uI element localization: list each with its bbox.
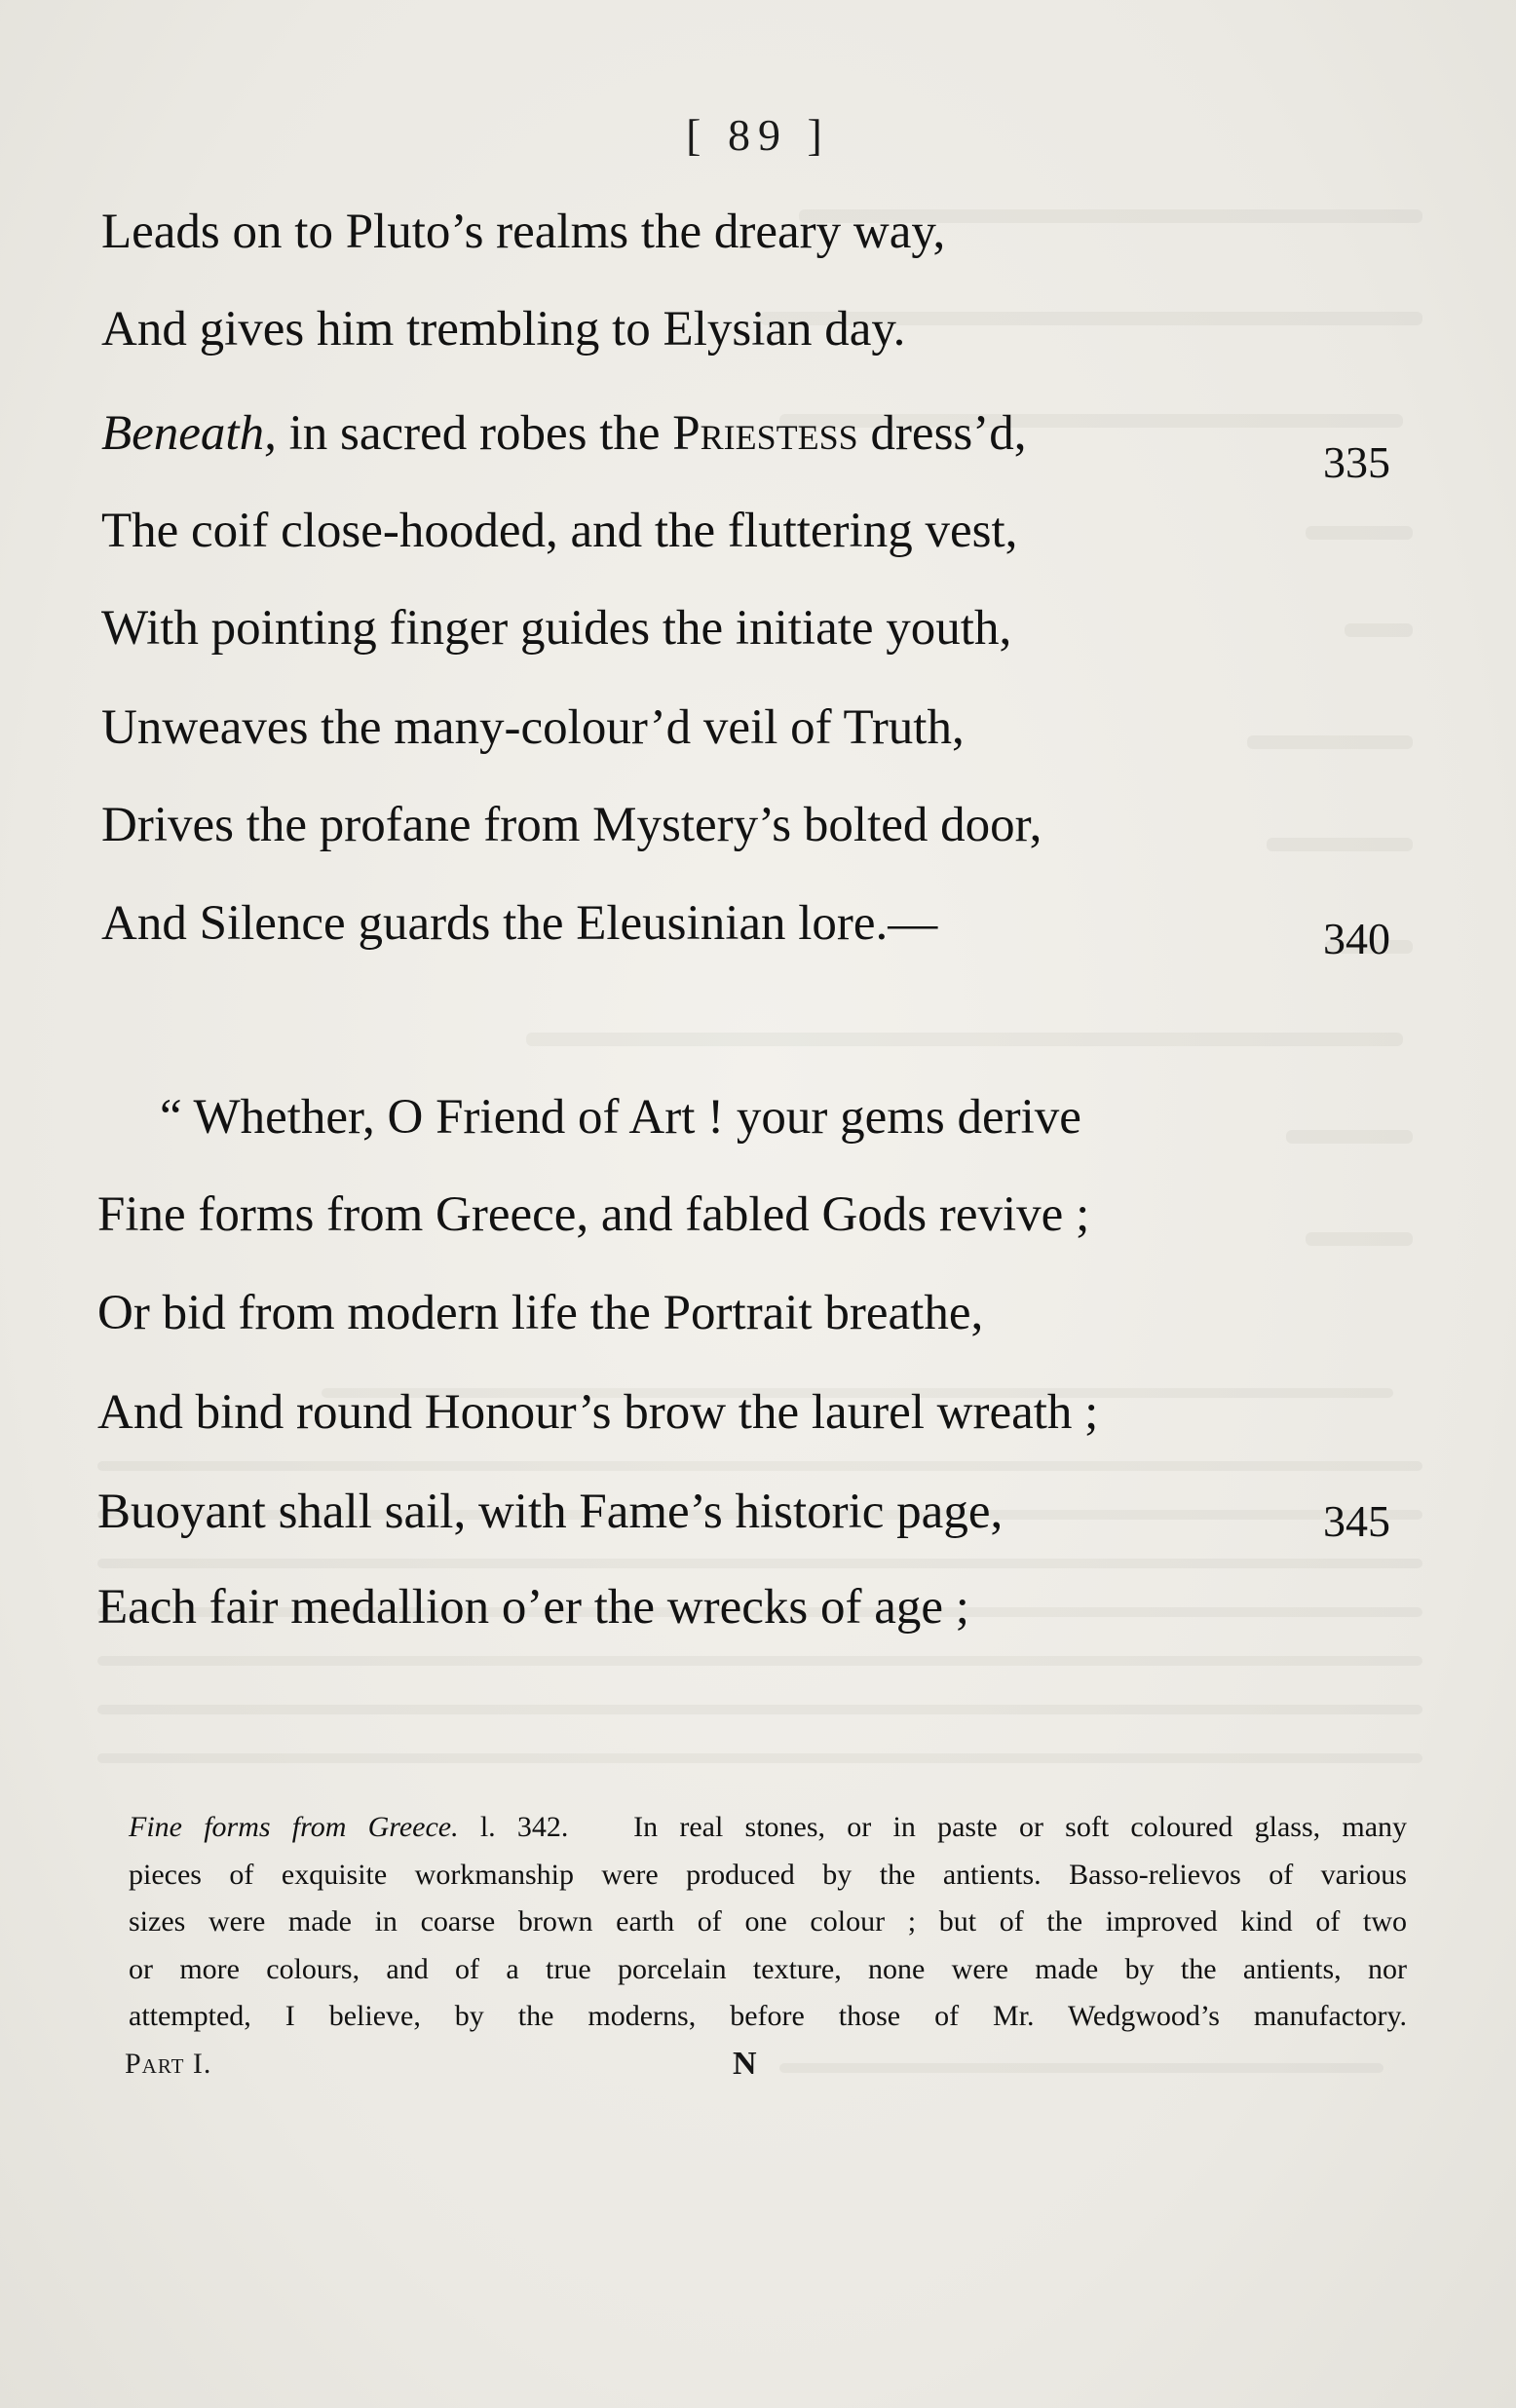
- footnote-line: or more colours, and of a true porcelain texture, none were made by the antients, nor: [129, 1952, 1407, 1985]
- verse-line: [0, 300, 1516, 358]
- signature-mark: Part I.: [125, 2048, 212, 2080]
- line-number: 335: [1323, 437, 1390, 487]
- line-number: 345: [1323, 1496, 1390, 1546]
- catchword: N: [733, 2046, 757, 2082]
- verse-small-caps: Priestess: [672, 406, 858, 461]
- footnote-text: In real stones, or in paste or soft coloured glass, many: [633, 1811, 1408, 1843]
- verse-line: [0, 1578, 1516, 1637]
- verse-line: [0, 1088, 1516, 1147]
- verse-text: Buoyant shall sail, with Fame’s historic page,: [97, 1485, 1004, 1539]
- verse-text: [101, 404, 1027, 463]
- verse-line: [0, 698, 1516, 757]
- footnote-line-ref: l. 342.: [458, 1811, 569, 1843]
- verse-text: “ Whether, O Friend of Art ! your gems derive: [160, 1090, 1081, 1145]
- verse-line: [0, 1185, 1516, 1244]
- footnote-reference: Fine forms from Greece.: [129, 1811, 459, 1843]
- verse-text: Drives the profane from Mystery’s bolted door,: [101, 798, 1042, 852]
- verse-text: Or bid from modern life the Portrait breathe,: [97, 1286, 984, 1340]
- verse-line: [0, 1284, 1516, 1342]
- line-number: 340: [1323, 914, 1390, 963]
- verse-line: [0, 599, 1516, 658]
- verse-text: Each fair medallion o’er the wrecks of age ;: [97, 1580, 969, 1635]
- verse-text: Unweaves the many-colour’d veil of Truth,: [101, 700, 965, 755]
- verse-text: With pointing finger guides the initiate youth,: [101, 601, 1012, 656]
- verse-text-part: dress’d,: [857, 406, 1027, 461]
- verse-text-part: in sacred robes the: [276, 406, 673, 461]
- verse-text: And gives him trembling to Elysian day.: [101, 302, 906, 357]
- footnote-line: [129, 1804, 1407, 1852]
- verse-lead-word: Beneath,: [101, 406, 277, 461]
- verse-text: Fine forms from Greece, and fabled Gods revive ;: [97, 1187, 1090, 1242]
- verse-text: The coif close-hooded, and the fluttering vest,: [101, 504, 1018, 558]
- verse-text: Leads on to Pluto’s realms the dreary way,: [101, 205, 946, 259]
- footnote-line: sizes were made in coarse brown earth of one colour ; but of the improved kind of two: [129, 1905, 1407, 1938]
- page-number: [ 89 ]: [686, 110, 830, 160]
- footnote-line: pieces of exquisite workmanship were produced by the antients. Basso-relievos of various: [129, 1858, 1407, 1891]
- verse-line: [0, 796, 1516, 854]
- verse-line: [0, 1483, 1516, 1546]
- verse-line: [0, 894, 1516, 963]
- verse-line: [0, 203, 1516, 261]
- footnote-line: attempted, I believe, by the moderns, before those of Mr. Wedgwood’s manufactory.: [129, 2000, 1407, 2032]
- footnote: [129, 1804, 1407, 2041]
- verse-line: [0, 1383, 1516, 1442]
- verse-text: And Silence guards the Eleusinian lore.—: [101, 896, 938, 951]
- verse-text: And bind round Honour’s brow the laurel wreath ;: [97, 1385, 1099, 1440]
- verse-line: [0, 502, 1516, 560]
- verse-line: [0, 404, 1516, 487]
